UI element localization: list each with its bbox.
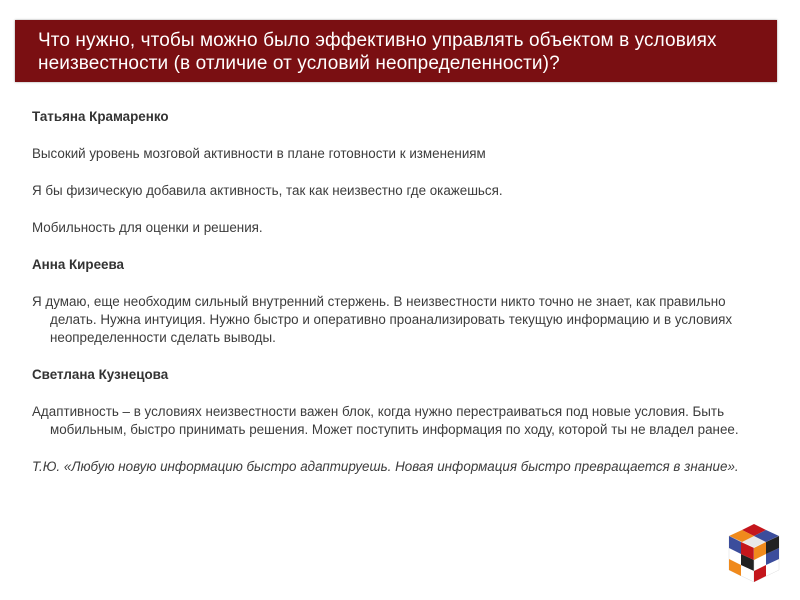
paragraph: Высокий уровень мозговой активности в плане готовности к изменениям [32,146,486,161]
slide-header [15,20,777,82]
author-name: Светлана Кузнецова [32,367,169,382]
author-name: Татьяна Крамаренко [32,109,169,124]
cube-logo-icon [725,522,783,584]
quote-paragraph: Т.Ю. «Любую новую информацию быстро адаптируешь. Новая информация быстро превращается в знание». [32,459,739,474]
paragraph: Я бы физическую добавила активность, так как неизвестно где окажешься. [32,183,503,198]
paragraph: Мобильность для оценки и решения. [32,220,263,235]
slide-title: Что нужно, чтобы можно было эффективно управлять объектом в условиях неизвестности (в отличие от условий неопределенности)? [38,30,717,74]
paragraph: Я думаю, еще необходим сильный внутренний стержень. В неизвестности никто точно не знает, как правильно делать. Нужна интуиция. Нужно быстро и оперативно проанализировать текущую информацию и в условиях неопределенности сделать выводы. [32,294,733,345]
slide-content [32,108,752,476]
author-name: Анна Киреева [32,257,124,272]
paragraph: Адаптивность – в условиях неизвестности важен блок, когда нужно перестраиваться под новые условия. Быть мобильным, быстро принимать решения. Может поступить информация по ходу, которой ты не владел ранее. [32,404,739,437]
